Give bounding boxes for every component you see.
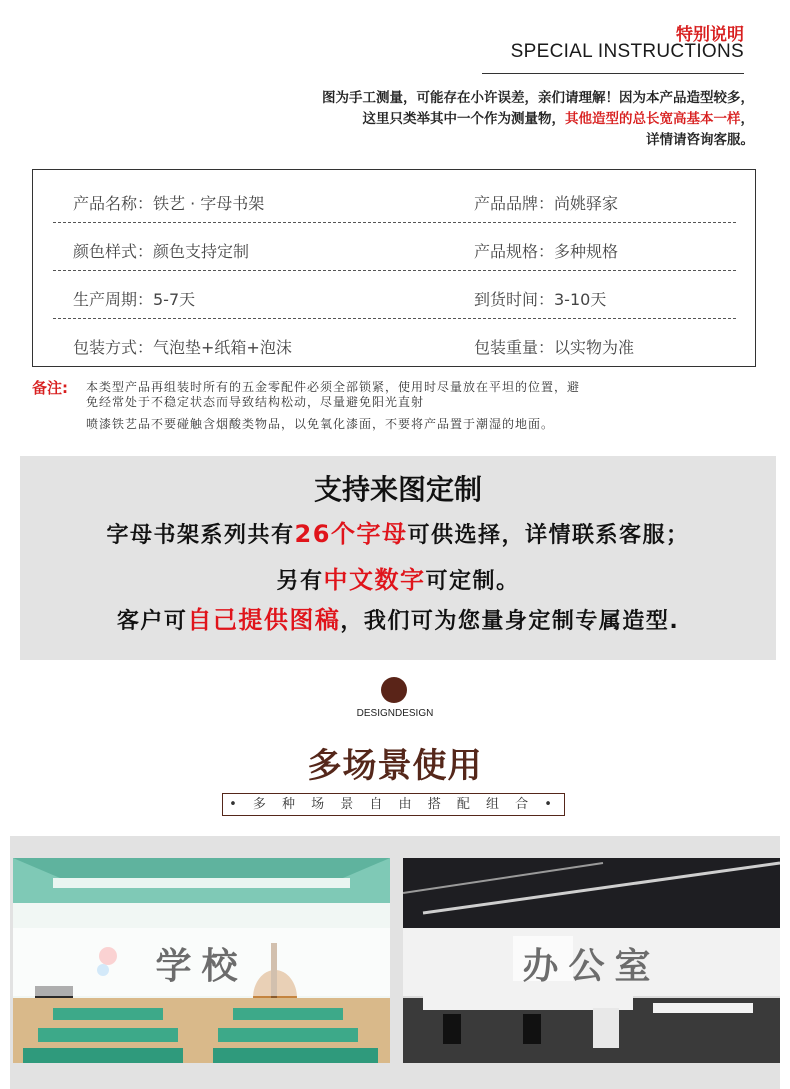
highlight-26-letters: 26个字母 <box>294 520 408 548</box>
design-dot <box>381 677 407 703</box>
highlight-chinese-numbers: 中文数字 <box>323 566 426 594</box>
spec-size: 产品规格：多种规格 <box>474 242 619 261</box>
intro-highlight: 其他造型的总长宽高基本一样 <box>565 111 741 127</box>
spec-product-name: 产品名称：铁艺 · 字母书架 <box>73 194 265 213</box>
spec-row <box>53 175 736 223</box>
note-line-2: 免经常处于不稳定状态而导致结构松动，尽量避免阳光直射 <box>86 395 425 409</box>
header-underline <box>482 73 744 74</box>
spec-delivery-time: 到货时间：3-10天 <box>474 290 607 309</box>
spec-brand: 产品品牌：尚姚驿家 <box>474 194 619 213</box>
scene-label-office: 办公室 <box>522 946 661 987</box>
intro-line-2: 这里只类举其中一个作为测量物，其他造型的总长宽高基本一样， <box>362 111 754 127</box>
spec-row <box>53 319 736 367</box>
scene-gallery <box>10 836 780 1089</box>
spec-row <box>53 223 736 271</box>
scene-school <box>13 858 390 1063</box>
intro-text <box>194 88 754 151</box>
design-small-text: DESIGNDESIGN <box>356 708 434 719</box>
multi-scene-subtitle: • 多 种 场 景 自 由 搭 配 组 合 • <box>222 793 565 816</box>
spec-weight: 包装重量：以实物为准 <box>474 338 635 357</box>
multi-scene-title: 多场景使用 <box>307 746 483 786</box>
spec-table <box>32 169 756 367</box>
spec-packaging: 包装方式：气泡垫+纸箱+泡沫 <box>73 338 292 357</box>
special-title-cn: 特别说明 <box>676 25 744 45</box>
custom-title: 支持来图定制 <box>313 473 482 506</box>
spec-color: 颜色样式：颜色支持定制 <box>73 242 250 261</box>
intro-line-3: 详情请咨询客服。 <box>646 132 754 148</box>
custom-banner <box>20 456 776 660</box>
note-line-1: 本类型产品再组装时所有的五金零配件必须全部锁紧，使用时尽量放在平坦的位置，避 <box>86 380 581 394</box>
note-label: 备注: <box>32 379 68 397</box>
spec-row <box>53 271 736 319</box>
special-title-en: SPECIAL INSTRUCTIONS <box>510 41 744 62</box>
scene-office <box>403 858 780 1063</box>
custom-line-2: 另有中文数字可定制。 <box>276 566 520 594</box>
intro-line-1: 图为手工测量，可能存在小许误差，亲们请理解！因为本产品造型较多， <box>322 90 754 106</box>
spec-production-cycle: 生产周期：5-7天 <box>73 290 196 309</box>
custom-line-1: 字母书架系列共有26个字母可供选择，详情联系客服； <box>106 520 690 548</box>
scene-label-school: 学校 <box>155 946 248 987</box>
highlight-own-design: 自己提供图稿 <box>187 606 341 634</box>
note-line-3: 喷漆铁艺品不要碰触含烟酸类物品，以免氧化漆面，不要将产品置于潮湿的地面。 <box>86 417 555 431</box>
custom-line-3: 客户可自己提供图稿，我们可为您量身定制专属造型. <box>116 606 680 634</box>
